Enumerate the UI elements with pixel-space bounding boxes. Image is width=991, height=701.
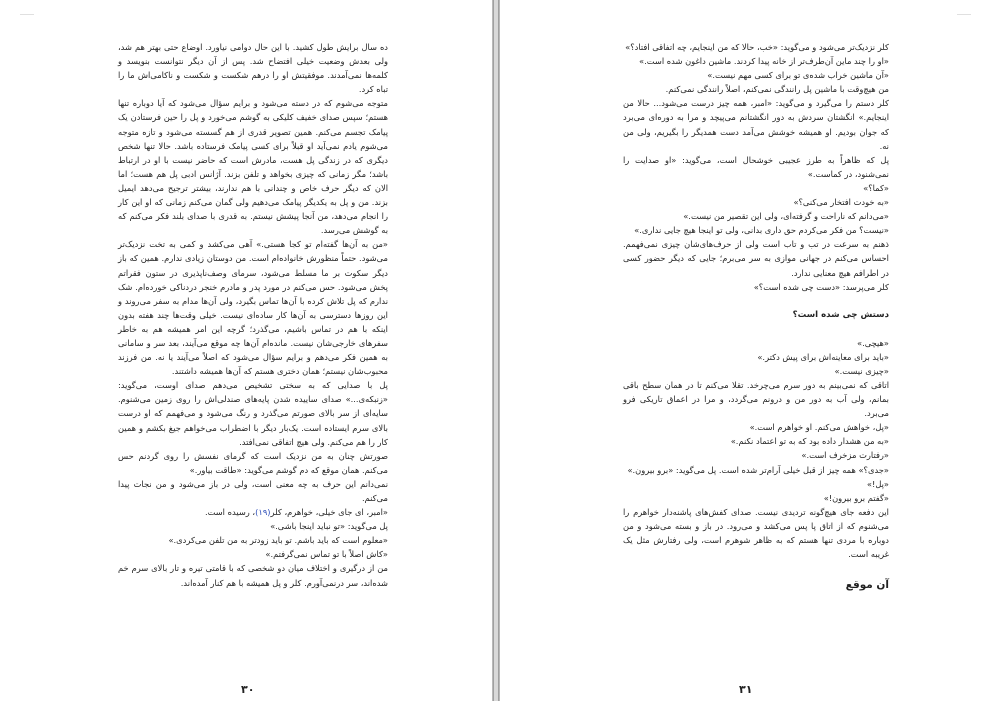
paragraph: پل با صدایی که به سختی تشخیص می‌دهم صدای اوست، می‌گوید: «زنبکه‌ی...» صدای ساییده شدن پایه‌های صندلی‌اش را روی زمین می‌شنوم. سایه‌ای از سر بالای صورتم می‌گذرد و رنگ می‌شود و می‌فهمم که او درست بالای سرم ایستاده است. یک‌بار دیگر با اضطراب می‌خواهم جیغ بکشم و همین کار را هم می‌کنم. ولی هیچ اتفاقی نمی‌افتد. [118,380,388,447]
paragraph: «گفتم برو بیرون!» [823,492,889,503]
paragraph: کلر می‌پرسد: «دست چی شده است؟» [753,281,889,292]
corner-mark [20,14,34,15]
paragraph: «چیزی نیست.» [834,365,889,376]
paragraph: کلر نزدیک‌تر می‌شود و می‌گوید: «خب، حالا که من اینجایم، چه اتفاقی افتاد؟» [625,42,889,52]
paragraph: «پل، خواهش می‌کنم. او خواهرم است.» [749,422,889,433]
paragraph: «باید برای معاینه‌اش برای پیش دکتر.» [757,351,889,362]
left-page [0,0,493,701]
paragraph: «رفتارت مزخرف است.» [801,450,889,461]
paragraph: ذهنم به سرعت در تب و تاب است ولی از حرف‌های‌شان چیزی نمی‌فهمم. احساس می‌کنم در جهانی موازی به سر می‌برم؛ جایی که دیگر حضور کسی در اطرافم هیچ معنایی ندارد. [623,239,889,278]
paragraph: اتاقی که نمی‌بینم به دور سرم می‌چرخد. تقلا می‌کنم تا در همان سطح باقی بمانم، ولی آب به دور من و درونم می‌گردد، و مرا در اعماق تاریکی فرو می‌برد. [623,379,889,419]
paragraph: «او را چند ماین آن‌طرف‌تر از خانه پیدا کردند. ماشین داغون شده است.» [639,56,889,67]
paragraph: نمی‌دانم این حرف به چه معنی است، ولی در باز می‌شود و من نجات پیدا می‌کنم. [118,478,388,503]
paragraph: من هیچ‌وقت با ماشین پل رانندگی نمی‌کنم، اصلاً رانندگی نمی‌کنم. [665,84,889,95]
paragraph: «آن ماشین خراب شده‌ی تو برای کسی مهم نیست.» [707,70,889,81]
paragraph: «به خودت افتخار می‌کنی؟» [793,197,889,208]
paragraph: «جدی؟» همه چیز از قبل خیلی آرام‌تر شده است. پل می‌گوید: «برو بیرون.» [627,464,889,475]
paragraph: این دفعه جای هیچ‌گونه تردیدی نیست. صدای کفش‌های پاشنه‌دار خواهرم را می‌شنوم که از اتاق پا پس می‌کشد و می‌رود. در باز و بسته می‌شود و من دوباره با مردی تنها هستم که به ظاهر شوهرم است، ولی رفتارش مثل یک غریبه است. [623,506,889,560]
footnote-link[interactable]: (۱۹) [255,507,271,518]
paragraph: ده سال برایش طول کشید. با این حال دوامی نیاورد. اوضاع حتی بهتر هم شد، ولی بعدش وضعیت خیلی افتضاح شد. پس از آن دیگر نتوانست بنویسد و کلمه‌ها نمی‌آمدند. موفقیتش او را درهم شکست و شکست و ناکامی‌اش ما را تباه کرد. [118,42,388,95]
paragraph: «نیست؟ من فکر می‌کردم حق داری بدانی، ولی تو اینجا هیچ جایی نداری.» [634,225,889,236]
right-page-text [623,40,889,593]
paragraph: کلر دستم را می‌گیرد و می‌گوید: «امبر، همه چیز درست می‌شود... حالا من اینجایم.» انگشتان سردش به دور انگشتانم می‌پیچد و مرا به دوره‌ای می‌برد که جوان بودیم. او همیشه خوشش می‌آمد دست همدیگر را بگیریم، ولی من نه. [623,98,889,151]
corner-mark [957,14,971,15]
paragraph: متوجه می‌شوم که در دسته می‌شود و برایم سؤال می‌شود که آیا دوباره تنها هستم؛ سپس صدای خفیف کلیکی به گوشم می‌خورد و پل را حین فرستادن یک پیامک تجسم می‌کنم. همین تصویر قدری از هم گسسته می‌شود و تازه متوجه می‌شوم یادم نمی‌آید او قبلاً برای کسی پیامک فرستاده باشد. حالا تنها شخص دیگری که در زندگی پل هست، مادرش است که حاضر نیست با او در ارتباط باشد؛ مگر زمانی که چیزی بخواهد و تلفن بزند. آژانس ادبی پل هم هست؛ اما الان که دیگر حرف خاص و چندانی با هم ندارند، بیشتر ترجیح می‌دهد ایمیل بزند. من و پل به یکدیگر پیامک می‌دهیم ولی گمان می‌کنم زمانی که او این کار را انجام می‌دهد، من آنجا پیشش نیستم. به قدری با صدای بلند فکر می‌کنم که به گوشش می‌رسد. [118,98,388,236]
left-page-text [118,40,388,590]
paragraph: پل می‌گوید: «تو نباید اینجا باشی.» [270,521,388,532]
paragraph: «من به آن‌ها گفته‌ام تو کجا هستی.» آهی می‌کشد و کمی به تخت نزدیک‌تر می‌شود. حتماً منظورش خانواده‌ام است. من دوستان زیادی ندارم. همین که باز دیگر سکوت بر ما مسلط می‌شود، سرمای وصف‌ناپذیری در ستون فقراتم پخش می‌شود. حس می‌کنم در مورد پدر و مادرم خنجر دردناکی خورده‌ام. شک ندارم که پل تلاش کرده با آن‌ها تماس بگیرد، ولی آن‌ها مدام به سفر می‌روند و این روزها دسترسی به آن‌ها کار ساده‌ای نیست. خیلی وقت‌ها چند هفته بدون اینکه با هم در تماس باشیم، می‌گذرد؛ گرچه این امر همیشه هم به خاطر سفرهای خارجی‌شان نیست. مانده‌ام آن‌ها چه موقع می‌آیند، بعد سر و سامانی به همین فکر می‌دهم و برایم سؤال می‌شود که اصلاً می‌آیند یا نه. من فرزند محبوب‌شان نیستم؛ همان دختری هستم که آن‌ها همیشه داشتند. [118,239,388,377]
right-page-number: ۳۱ [739,683,753,696]
paragraph: «پل!» [866,478,889,489]
paragraph: پل که ظاهراً به طرز عجیبی خوشحال است، می‌گوید: «او صدایت را نمی‌شنود، در کماست.» [623,154,889,179]
paragraph: «امبر، ای جای خیلی، خواهرم، کلر(۱۹)، رسیده است. [204,507,388,518]
paragraph: من از درگیری و اختلاف میان دو شخصی که با قامتی تیره و تار بالای سرم خم شده‌اند، سر درنمی‌آورم. کلر و پل همیشه با هم کنار آمده‌اند. [118,563,388,588]
paragraph: «کاش اصلاً با تو تماس نمی‌گرفتم.» [265,549,388,560]
right-page [499,0,991,701]
paragraph: «معلوم است که باید باشم. تو باید زودتر به من تلفن می‌کردی.» [168,535,388,546]
paragraph: «به من هشدار داده بود که به تو اعتماد نکنم.» [730,436,889,447]
paragraph: صورتش چنان به من نزدیک است که گرمای نفسش را روی گردنم حس می‌کنم. همان موقع که دم گوشم می‌گوید: «طاقت بیاور.» [118,450,388,475]
paragraph: «می‌دانم که ناراحت و گرفته‌ای، ولی این تقصیر من نیست.» [683,211,889,222]
left-page-number: ۳۰ [241,683,255,696]
paragraph: «کما؟» [863,182,889,193]
paragraph: «هیچی.» [857,337,889,348]
chapter-heading: آن موقع [845,579,889,592]
dialogue-subheading: دستش چی شده است؟ [792,309,889,320]
